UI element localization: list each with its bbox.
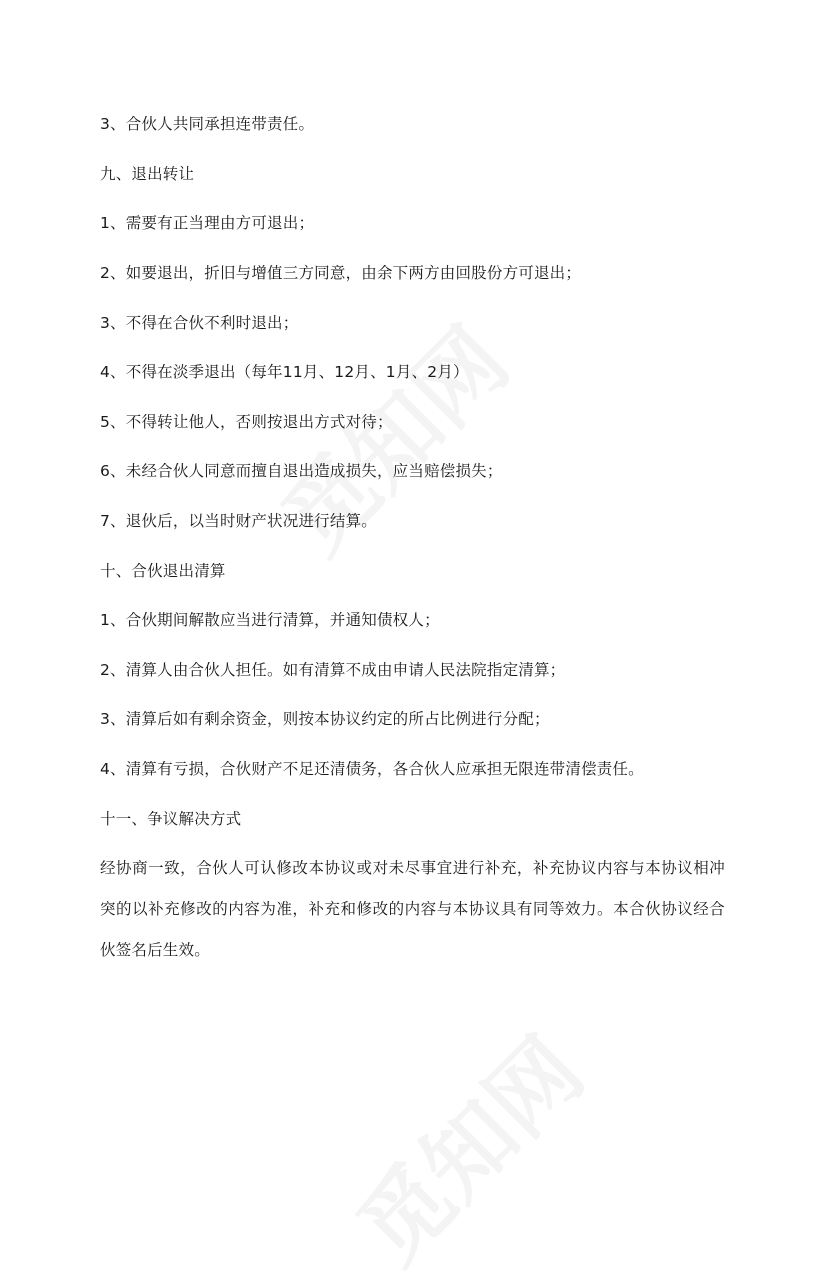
watermark-bottom [324, 1004, 607, 1286]
clause-9-item-2: 2、如要退出，折旧与增值三方同意，由余下两方由回股份方可退出； [100, 264, 582, 282]
closing-paragraph: 经协商一致，合伙人可认修改本协议或对未尽事宜进行补充，补充协议内容与本协议相冲突的以补充修改的内容为准，补充和修改的内容与本协议具有同等效力。本合伙协议经合伙签名后生效。 [100, 859, 725, 959]
clause-9-item-3: 3、不得在合伙不利时退出； [100, 314, 299, 332]
clause-9-item-6: 6、未经合伙人同意而擅自退出造成损失，应当赔偿损失； [100, 462, 503, 480]
section-heading-11: 十一、争议解决方式 [100, 810, 242, 828]
section-heading-10: 十、合伙退出清算 [100, 562, 226, 580]
clause-9-item-5: 5、不得转让他人，否则按退出方式对待； [100, 413, 393, 431]
clause-8-item-3: 3、合伙人共同承担连带责任。 [100, 115, 315, 133]
clause-10-item-4: 4、清算有亏损，合伙财产不足还清债务，各合伙人应承担无限连带清偿责任。 [100, 760, 644, 778]
clause-10-item-1: 1、合伙期间解散应当进行清算，并通知债权人； [100, 611, 440, 629]
clause-9-item-7: 7、退伙后，以当时财产状况进行结算。 [100, 512, 377, 530]
clause-9-item-4: 4、不得在淡季退出（每年11月、12月、1月、2月） [100, 363, 469, 381]
clause-10-item-3: 3、清算后如有剩余资金，则按本协议约定的所占比例进行分配； [100, 710, 550, 728]
clause-10-item-2: 2、清算人由合伙人担任。如有清算不成由申请人民法院指定清算； [100, 661, 566, 679]
clause-9-item-1: 1、需要有正当理由方可退出； [100, 214, 315, 232]
section-heading-9: 九、退出转让 [100, 165, 195, 183]
watermark [249, 294, 532, 577]
